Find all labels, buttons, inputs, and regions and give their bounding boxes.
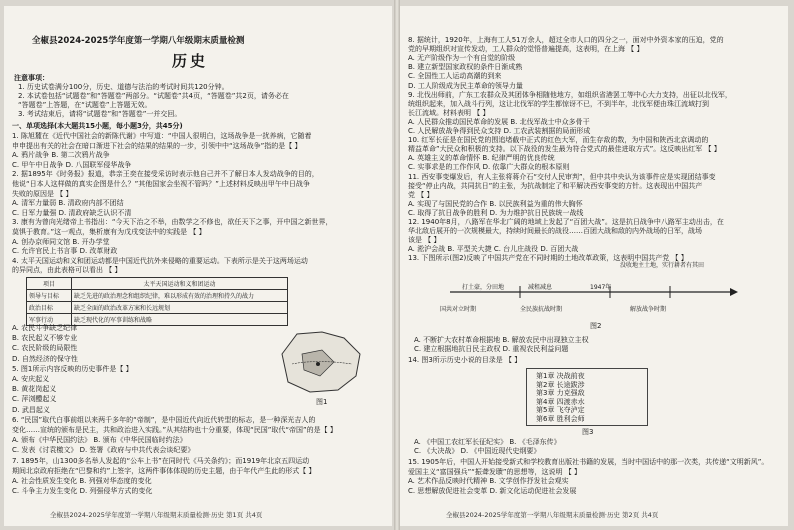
timeline-bottom: 国共对立时期 (440, 306, 477, 313)
text-line: 华北敌后展开的一次规模最大，持续时间最长的战役……百团大战和敌的内外战场的日军，战场 (408, 227, 702, 236)
text-line: 第2章 长途跋涉 (536, 380, 585, 389)
timeline-item: 减租减息 (528, 284, 553, 291)
text-line: 接受“停止内战，共同抗日”的主张，为抗战制定了和平解决西安事变的方针。这表现出中国共产 (408, 181, 703, 190)
text-line: D. 自然经济的保守性 (12, 354, 78, 363)
text-line: 4. 太平天国运动和义和团运动都是中国近代抗外来侵略的重要运动。下表所示是关于这两场运动 (12, 256, 308, 265)
text-line: C. 萍浏醴起义 (12, 395, 57, 404)
timeline-top-label: 没收地主土地，实行耕者有其田 (620, 262, 705, 269)
text-line: C. 思想解放促进社会变革 D. 新文化运动促进社会发展 (408, 486, 577, 495)
text-line: 他说“日本人这样做的真实企图是什么？”其他国家会坐视不管吗？”上述材料反映出甲午中日战争 (12, 180, 310, 188)
text-line: 统组织起来，加入战斗行列，这让北伐军的学生都惊讶不已，不到半年，北伐军便由珠江流域打到 (408, 99, 709, 108)
text-line: A. 艺术作品反映时代精神 B. 文学创作抒发社会观实 (408, 477, 569, 485)
right-page (400, 6, 788, 526)
text-line: 6. “民国”取代白事前组以来两千多年的“帝制”，是中国近代向近代转型的标志，是一种深光吉人的 (12, 415, 316, 424)
text-line: C. 取得了抗日战争的胜利 D. 为力维护抗日民族统一战线 (408, 208, 584, 217)
page-footer: 全椒县2024-2025学年度第一学期八年级期末质量检测·历史 第2页 共4页 (446, 511, 659, 519)
table-cell: 缺乏全面的政治改革方案和长远规划 (72, 302, 288, 314)
text-line: 党的早期组织对宣传发动，工人群众的觉悟普遍提高，这表明，在上海 【 】 (408, 45, 644, 54)
text-line: 11. 西安事变爆发后，有人主张将蒋介石“交付人民审判”，但中共中央认为该事件应是实现团结事变 (408, 172, 716, 181)
text-line: C. 甲午中日战争 D. 八国联军侵华战争 (12, 160, 132, 169)
table-cell: 军事行动 (27, 314, 72, 326)
map-figure-1 (272, 324, 368, 396)
subject-title: 历史 (172, 52, 209, 70)
text-line: 申申提出有关的社会在暗口渐进下社会的结果的结果的一步，引领中中“这场战争”指的是【 】 (12, 141, 302, 150)
timeline-bottom: 解放战争时期 (630, 306, 667, 313)
text-line: 2. 据1895年《时务报》报道，恭亲王奕在接受采访时表示他自己并不了解日本人发动战争的目的， (12, 170, 319, 179)
text-line: 精益革命”大民众和积极的支持。以下战役的发生最为符合党式的最佳进取方式”。这反映出红军 【 】 (408, 145, 721, 154)
text-line: C. 人民解放战争得到民众支持 D. 工农武装割据的局面形成 (408, 127, 591, 135)
text-line: 1. 陈旭麓在《近代中国社会的新陈代谢》中写道：“中国人很明白，这场战争是一扰养病，它随着 (12, 132, 312, 140)
timeline-figure-2 (440, 268, 740, 328)
table-cell: 缺乏先进的政治理念和组织纪律，难以形成有效的治理和持久的战力 (72, 290, 288, 302)
table-head-cell: 太平天国运动和义和团运动 (72, 278, 288, 290)
exam-title: 全椒县2024-2025学年度第一学期八年级期末质量检测 (32, 36, 245, 46)
text-line: 9. 北伐出师前，广东工农群众及其团体争相随他地方，如组织省港罢工等中心大力支持，出征以北伐军， (408, 90, 732, 99)
question-14: 14. 图3所示历史小说的目录是 【 】 (408, 356, 522, 364)
text-line: 2. 本试卷包括“试题卷”和“答题卷”两部分。“试题卷”共4页，“答题卷”共2页，请务必在 (18, 92, 289, 100)
text-line: 莫惧于教育。”这一观点，集析康有为戊戌变法中的实践是 【 】 (12, 228, 206, 236)
text-line: 13. 下图所示(图2)反映了中国共产党在不同时期的土地改革政策，这表明中国共产党 【 】 (408, 254, 688, 263)
figure-3-label: 图3 (582, 428, 594, 436)
text-line: A. 人民群众推动国民革命的发展 B. 北伐军战士中众多骨干 (408, 117, 590, 126)
table-cell: 政治目标 (27, 302, 72, 314)
text-line: D. 武昌起义 (12, 405, 50, 414)
text-line: A. 鸦片战争 B. 第二次鸦片战争 (12, 151, 110, 160)
text-line: 12. 1940年8月，八路军在华北广阔的地域上发起了“百团大战”。这是抗日战争中八路军主动出击，在 (408, 218, 724, 226)
timeline-item: 1947年 (590, 284, 612, 291)
text-line: 该是 【 】 (408, 236, 441, 245)
text-line: A. 《中国工农红军长征纪实》 B. 《毛泽东传》 (414, 438, 561, 446)
text-line: 第5章 飞夺泸定 (536, 406, 585, 415)
comparison-table (26, 277, 288, 326)
text-line: 期间北京政府拒绝在“巴黎和约”上签字，这两件事体体现的历史主题，由于年代产生此的形式【 】 (12, 466, 316, 475)
text-line: “答题卷”上答题，在“试题卷”上答题无效。 (18, 101, 152, 109)
text-line: A. 淞沪会战 B. 平型关大捷 C. 台儿庄战役 D. 百团大战 (408, 245, 579, 254)
timeline-bottom: 全民族抗战时期 (520, 306, 563, 313)
text-line: 第1章 决战前夜 (536, 372, 585, 380)
text-line: A. 无产阶级作为一个有自觉的阶级 (408, 54, 516, 63)
text-line: B. 建立新型国家政权的条件日渐成熟 (408, 63, 523, 72)
section-heading: 一、单项选择(本大题共15小题，每小题3分，共45分) (12, 122, 183, 130)
text-line: 7. 1895年，山1300多名举人发起的“公车上书”在同时代《马关条约》；而1919年北京五四运动 (12, 456, 310, 465)
left-page (4, 6, 392, 526)
figure-1-label: 图1 (316, 398, 328, 406)
text-line: C. 允许官民上书言事 D. 改革财政 (12, 247, 118, 256)
figure-2-label: 图2 (590, 322, 602, 330)
text-line: C. 斗争主力发生变化 D. 列强侵华方式的变化 (12, 487, 153, 496)
timeline-item: 打土豪，分田地 (462, 284, 505, 291)
text-line: 3. 康有为曾向光绪帝上书指出：“今天下治之不举，由数学之不修也，欲任天下之事，开中国之新世界， (12, 218, 333, 227)
text-line: C. 实事求是的工作作风 D. 依靠广大群众的根本原则 (408, 163, 570, 172)
text-line: A. 不断扩大农村革命根据地 B. 解放农民中出现独立主权 (414, 336, 589, 344)
table-cell: 缺乏现代化的军事训练和战略 (72, 314, 288, 326)
text-line: 10. 红军长征是在国民党的围追堵截中正式的红色大军，而生存敌的数，为中国和陕西北京调动的 (408, 136, 709, 145)
text-line: A. 安庆起义 (12, 375, 50, 383)
table-cell: 领导与目标 (27, 290, 72, 302)
text-line: C. 日军力量强 D. 清政府缺乏认识不清 (12, 208, 132, 217)
text-line: C. 农民阶级的局限性 (12, 344, 78, 353)
text-line: 15. 1905年后，中国人开始接受新式和学校教育出版社书籍的发展，当时中国话中的那一次类，共传递“文明新风”。 (408, 458, 769, 466)
text-line: C. 发表《讨袁檄文》 D. 签署《政府与中共代表会谈纪要》 (12, 446, 195, 455)
text-line: A. 农民斗争缺乏纪律 (12, 324, 78, 332)
text-line: A. 创办京师同文馆 B. 开办学堂 (12, 237, 110, 246)
notes-title: 注意事项： (14, 74, 49, 82)
text-line: A. 实现了与国民党的合作 B. 以民族利益为重的伟大胸怀 (408, 199, 583, 208)
text-line: 党 【 】 (408, 190, 434, 199)
text-line: D. 工人阶级成为民主革命的领导力量 (408, 81, 523, 90)
text-line: A. 英雄主义的革命情怀 B. 纪律严明的优良传统 (408, 154, 555, 163)
text-line: 5. 图1所示内容反映的历史事件是【 】 (12, 364, 133, 373)
text-line: 长江流域。材料表明 【 】 (408, 108, 490, 117)
table-head-cell: 项目 (27, 278, 72, 290)
text-line: 8. 据统计，1920年，上海有工人51万余人，超过全市人口的四分之一，面对中外资本家的压迫，党的 (408, 36, 724, 44)
text-line: C. 建立根据地抗日民主政权 D. 重视农民利益问题 (414, 345, 569, 353)
text-line: 爱国主义“富国强兵”“振聋发聩”的思想等，这说明 【 】 (408, 467, 581, 476)
text-line: 变化……宣统的颁布是民主，共和政治进入实践。”从其结构也十分重要，体现“民国”取代“帝国”的是【 】 (12, 426, 337, 434)
text-line: 3. 考试结束后，请将“试题卷”和“答题卷”一并交回。 (18, 110, 182, 118)
text-line: 1. 历史试卷满分100分，历史、道德与法治的考试时间共120分钟。 (18, 83, 229, 91)
text-line: 的异同点，由此表格可以看出 【 】 (12, 266, 122, 275)
text-line: C. 全国性工人运动高潮的到来 (408, 72, 502, 81)
text-line: 第4章 四渡赤水 (536, 397, 585, 406)
text-line: A. 颁布《中华民国约法》 B. 颁布《中华民国临时约法》 (12, 436, 187, 445)
text-line: 失败的原因是 【 】 (12, 189, 73, 198)
text-line: A. 清军力量弱 B. 清政府内部不团结 (12, 199, 124, 208)
text-line: B. 黄花岗起义 (12, 385, 57, 394)
text-line: 第3章 力克强敌 (536, 389, 585, 398)
text-line: 第6章 胜利会师 (536, 415, 585, 423)
page-footer: 全椒县2024-2025学年度第一学期八年级期末质量检测·历史 第1页 共4页 (50, 511, 263, 519)
text-line: C. 《大决战》 D. 《中国近现代史纲要》 (414, 447, 541, 455)
text-line: B. 农民起义不够专业 (12, 334, 78, 343)
text-line: A. 社会性质发生变化 B. 列强对华态度的变化 (12, 477, 152, 485)
